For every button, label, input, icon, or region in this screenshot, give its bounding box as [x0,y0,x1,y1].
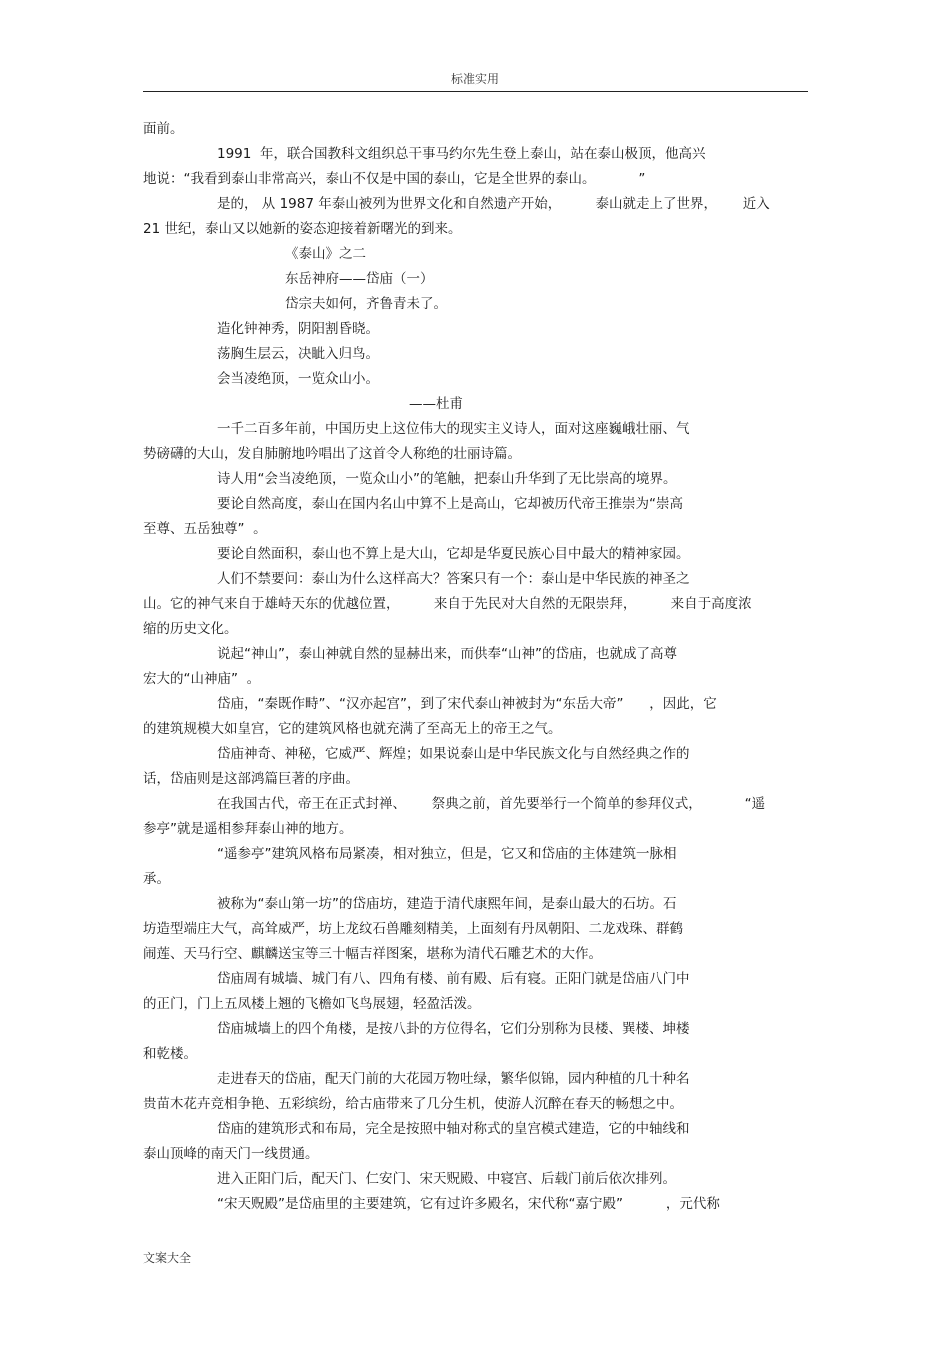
text-line: 会当凌绝顶，一览众山小。 [217,371,379,387]
text-line: 和乾楼。 [143,1046,197,1062]
text-line: 地说：“我看到泰山非常高兴，泰山不仅是中国的泰山，它是全世界的泰山。 ” [143,171,646,187]
text-line: 造化钟神秀，阴阳割昏晓。 [217,321,379,337]
page-header: 标准实用 [450,72,499,86]
text-line: 一千二百多年前，中国历史上这位伟大的现实主义诗人，面对这座巍峨壮丽、气 [217,421,690,437]
text-line: “宋天贶殿”是岱庙里的主要建筑，它有过许多殿名，宋代称“嘉宁殿” ，元代称 [217,1196,720,1212]
text-line: 岱庙周有城墙、城门有八、四角有楼、前有殿、后有寝。正阳门就是岱庙八门中 [217,971,690,987]
text-line: 坊造型端庄大气，高耸威严，坊上龙纹石兽雕刻精美，上面刻有丹凤朝阳、二龙戏珠、群鹤 [143,921,683,937]
text-line: 岱宗夫如何，齐鲁青未了。 [285,296,447,312]
text-line: 山。它的神气来自于雄峙天东的优越位置， 来自于先民对大自然的无限崇拜， 来自于高度浓 [143,596,752,612]
text-line: 面前。 [143,121,184,137]
text-line: 东岳神府——岱庙（一） [285,271,434,287]
text-line: ——杜甫 [409,396,463,412]
text-line: 在我国古代，帝王在正式封禅、 祭典之前，首先要举行一个简单的参拜仪式， “遥 [217,796,766,812]
text-line: 泰山顶峰的南天门一线贯通。 [143,1146,319,1162]
text-line: 缩的历史文化。 [143,621,238,637]
text-line: 岱庙，“秦既作畤”、“汉亦起宫”，到了宋代泰山神被封为“东岳大帝” ，因此，它 [217,696,717,712]
text-line: 荡胸生层云，决眦入归鸟。 [217,346,379,362]
text-line: 被称为“泰山第一坊”的岱庙坊，建造于清代康熙年间，是泰山最大的石坊。石 [217,896,677,912]
text-line: 势磅礴的大山，发自肺腑地吟唱出了这首令人称绝的壮丽诗篇。 [143,446,521,462]
text-line: 21 世纪，泰山又以她新的姿态迎接着新曙光的到来。 [143,221,462,237]
text-line: 的建筑规模大如皇宫，它的建筑风格也就充满了至高无上的帝王之气。 [143,721,562,737]
text-line: 宏大的“山神庙” 。 [143,671,261,687]
text-line: 至尊、五岳独尊” 。 [143,521,267,537]
text-line: 承。 [143,871,170,887]
text-line: 岱庙的建筑形式和布局，完全是按照中轴对称式的皇宫模式建造，它的中轴线和 [217,1121,690,1137]
text-line: 人们不禁要问：泰山为什么这样高大？答案只有一个：泰山是中华民族的神圣之 [217,571,690,587]
text-line: 1991 年，联合国教科文组织总干事马约尔先生登上泰山，站在泰山极顶，他高兴 [217,146,706,162]
text-line: 要论自然高度，泰山在国内名山中算不上是高山，它却被历代帝王推崇为“崇高 [217,496,683,512]
text-line: 要论自然面积，泰山也不算上是大山，它却是华夏民族心目中最大的精神家园。 [217,546,690,562]
text-line: 进入正阳门后，配天门、仁安门、宋天贶殿、中寝宫、后载门前后依次排列。 [217,1171,676,1187]
text-line: 参亭”就是遥相参拜泰山神的地方。 [143,821,353,837]
header-divider [143,91,808,92]
text-line: 岱庙神奇、神秘，它威严、辉煌；如果说泰山是中华民族文化与自然经典之作的 [217,746,690,762]
text-line: 说起“神山”，泰山神就自然的显赫出来，而供奉“山神”的岱庙，也就成了高尊 [217,646,677,662]
text-line: 诗人用“会当凌绝顶，一览众山小”的笔触，把泰山升华到了无比崇高的境界。 [217,471,677,487]
text-line: 的正门，门上五凤楼上翘的飞檐如飞鸟展翅，轻盈活泼。 [143,996,481,1012]
text-line: “遥参亭”建筑风格布局紧凑，相对独立，但是，它又和岱庙的主体建筑一脉相 [217,846,677,862]
text-line: 贵苗木花卉竞相争艳、五彩缤纷，给古庙带来了几分生机，使游人沉醉在春天的畅想之中。 [143,1096,683,1112]
text-line: 是的， 从 1987 年泰山被列为世界文化和自然遗产开始， 泰山就走上了世界， 近入 [217,196,770,212]
text-line: 话，岱庙则是这部鸿篇巨著的序曲。 [143,771,359,787]
text-line: 闹莲、天马行空、麒麟送宝等三十幅吉祥图案，堪称为清代石雕艺术的大作。 [143,946,602,962]
text-line: 《泰山》之二 [285,246,366,262]
text-line: 岱庙城墙上的四个角楼，是按八卦的方位得名，它们分别称为艮楼、巽楼、坤楼 [217,1021,690,1037]
text-line: 走进春天的岱庙，配天门前的大花园万物吐绿，繁华似锦，园内种植的几十种名 [217,1071,690,1087]
page-footer: 文案大全 [143,1251,192,1265]
